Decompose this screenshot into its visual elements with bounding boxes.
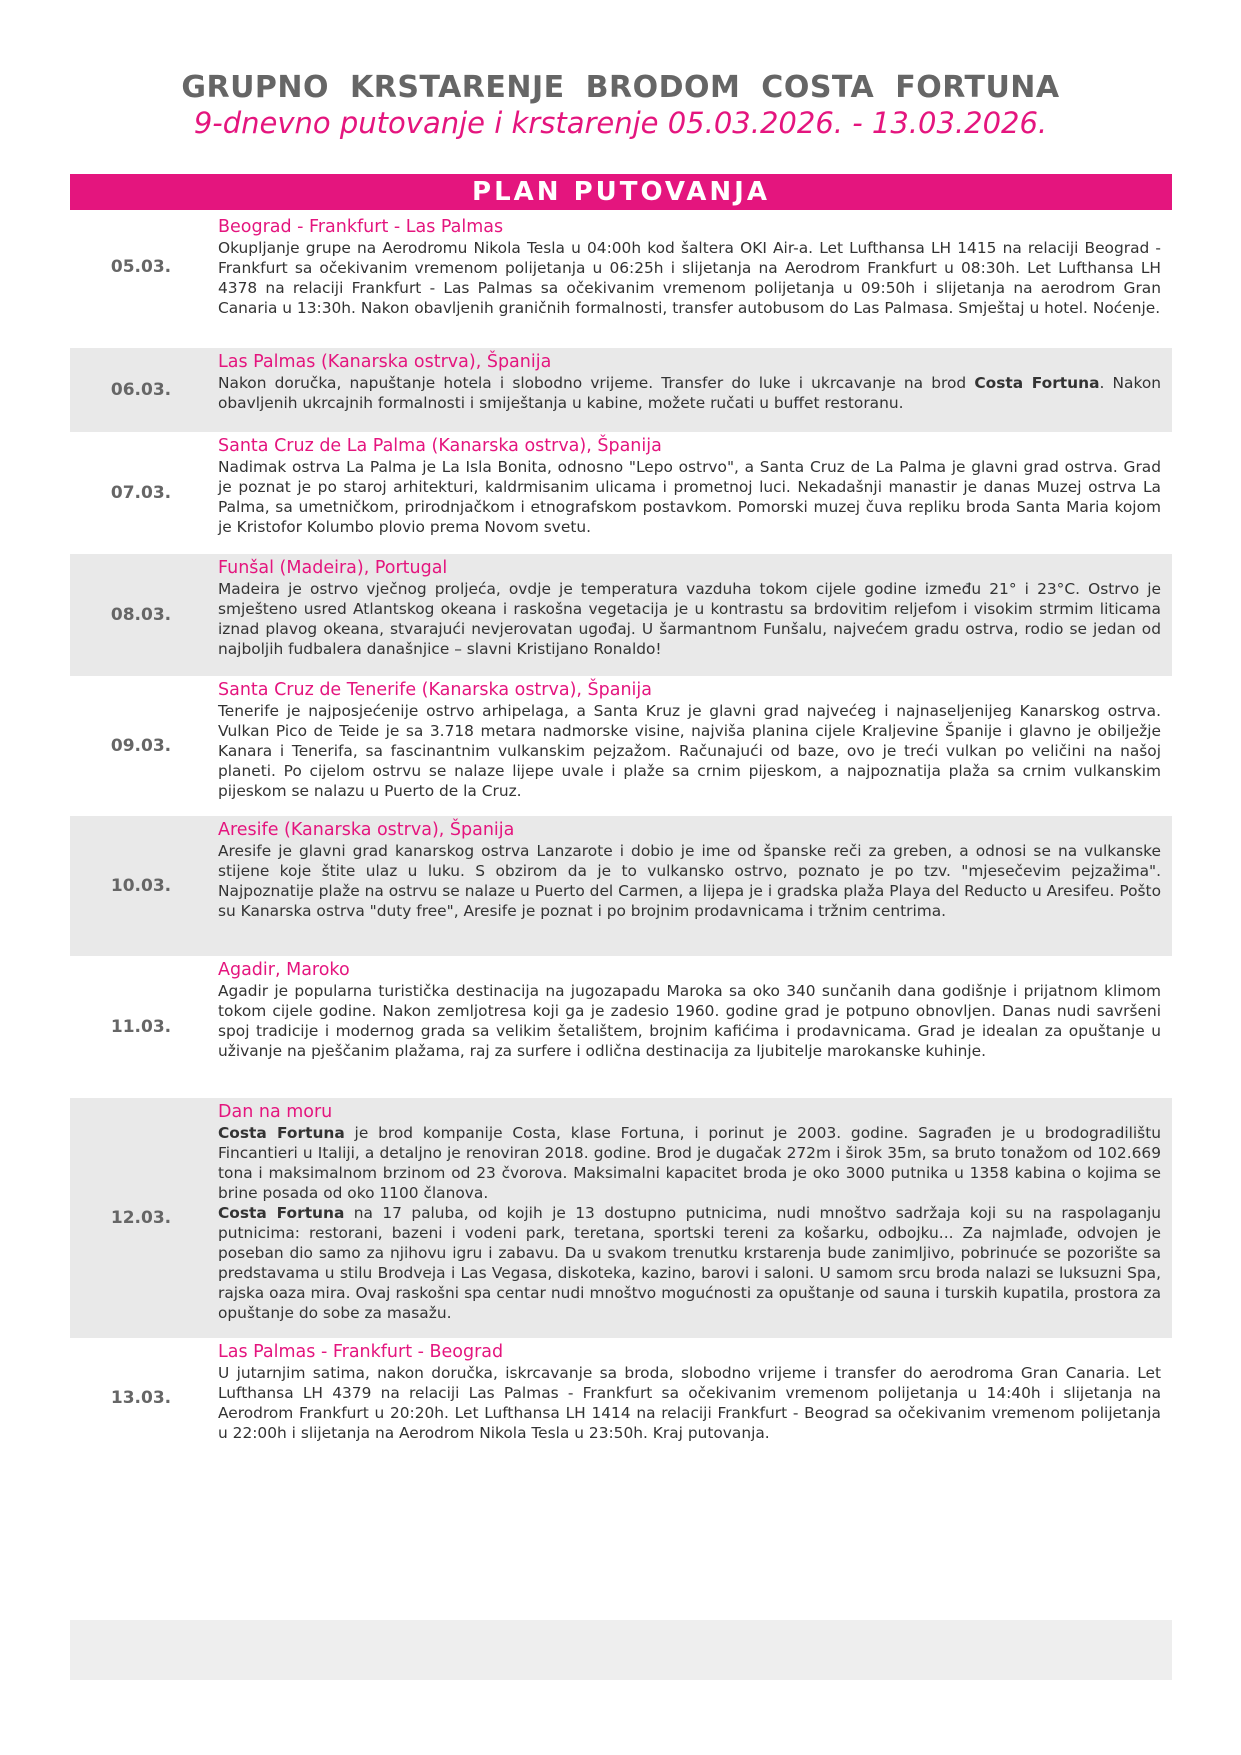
day-content	[218, 352, 1161, 413]
day-date: 09.03.	[110, 736, 172, 756]
day-description: Agadir je popularna turistička destinacija na jugozapadu Maroka sa oko 340 sunčanih dana godišnje i prijatnom klimom tokom cijele godine. Nakon zemljotresa koji ga je zadesio 1960. godine grad je potpuno obnovljen. Danas nudi savršeni spoj tradicije i modernog grada sa velikim šetalištem, brojnim kafićima i prodavnicama. Grad je idealan za opuštanje u uživanje na pješčanim plažama, raj za surfere i odlična destinacija za ljubitelje marokanske kuhinje.	[218, 982, 1161, 1060]
day-row	[70, 676, 1172, 816]
title-word: BRODOM	[585, 70, 741, 105]
day-heading: Las Palmas (Kanarska ostrva), Španija	[218, 352, 552, 372]
day-date: 07.03.	[110, 483, 172, 503]
day-content	[218, 436, 1161, 537]
day-description: Madeira je ostrvo vječnog proljeća, ovdje je temperatura vazduha tokom cijele godine između 21° i 23°C. Ostrvo je smješteno usred Atlantskog okeana i raskošna vegetacija je u kontrastu sa brdovitim reljefom i visokim strmim liticama iznad plavog okeana, stvarajući nevjerovatan ugođaj. U šarmantnom Funšalu, najvećem gradu ostrva, rodio se jedan od najboljih fudbalera današnjice – slavni Kristijano Ronaldo!	[218, 580, 1161, 658]
day-content	[218, 558, 1161, 659]
ship-name: Costa Fortuna	[218, 1124, 345, 1142]
day-row	[70, 348, 1172, 432]
title-word: FORTUNA	[895, 70, 1060, 105]
footer-box	[70, 1620, 1172, 1680]
day-description	[218, 373, 1161, 413]
title-word: GRUPNO	[181, 70, 330, 105]
day-row	[70, 1098, 1172, 1338]
text-part: na 17 paluba, od kojih je 13 dostupno putnicima, nudi mnoštvo sadržaja koji su na raspolaganju putnicima: restorani, bazeni i vodeni park, teretana, sportski tereni za košarku, odbojku... Za najmlađe, odvojen je poseban dio samo za njihovu igru i zabavu. Da u svakom trenutku krstarenja bude zanimljivo, pobrinuće se pozorište sa predstavama u stilu Brodveja i Las Vegasa, diskoteka, kazino, barovi i saloni. U samom srcu broda nalazi se luksuzni Spa, rajska oaza mira. Ovaj raskošni spa centar nudi mnoštvo mogućnosti za opuštanje od sauna i turskih kupatila, prostora za opuštanje do sobe za masažu.	[218, 1204, 1161, 1322]
page-subtitle: 9-dnevno putovanje i krstarenje 05.03.2026. - 13.03.2026.	[193, 106, 1048, 140]
day-description: U jutarnjim satima, nakon doručka, iskrcavanje sa broda, slobodno vrijeme i transfer do aerodroma Gran Canaria. Let Lufthansa LH 4379 na relaciji Las Palmas - Frankfurt sa očekivanim vremenom polijetanja u 14:40h i slijetanja na Aerodrom Frankfurt u 20:20h. Let Lufthansa LH 1414 na relaciji Frankfurt - Beograd sa očekivanim vremenom polijetanja u 22:00h i slijetanja na Aerodrom Nikola Tesla u 23:50h. Kraj putovanja.	[218, 1364, 1161, 1442]
day-heading: Agadir, Maroko	[218, 960, 350, 980]
text-part: . Nakon obavljenih ukrcajnih formalnosti i smiještanja u kabine, možete ručati u buffet restoranu.	[218, 374, 1162, 412]
title-word: COSTA	[761, 70, 875, 105]
title-word: KRSTARENJE	[349, 70, 565, 105]
day-content	[218, 1102, 1161, 1323]
ship-name: Costa Fortuna	[974, 374, 1100, 392]
day-row	[70, 213, 1172, 321]
day-description: Aresife je glavni grad kanarskog ostrva Lanzarote i dobio je ime od španske reči za greben, a odnosi se na vulkanske stijene koje štite ulaz u luku. S obzirom da je to vulkansko ostrvo, poznato je po tzv. "mjesečevim pejzažima". Najpoznatije plaže na ostrvu se nalaze u Puerto del Carmen, a lijepa je i gradska plaža Playa del Reducto u Aresifeu. Pošto su Kanarska ostrva "duty free", Aresife je poznat i po brojnim prodavnicama i tržnim centrima.	[218, 842, 1161, 920]
day-date: 05.03.	[110, 257, 172, 277]
day-heading: Aresife (Kanarska ostrva), Španija	[218, 820, 515, 840]
day-heading: Santa Cruz de Tenerife (Kanarska ostrva), Španija	[218, 680, 653, 700]
day-description: Tenerife je najposjećenije ostrvo arhipelaga, a Santa Kruz je glavni grad najvećeg i najnaseljenijeg Kanarskog ostrva. Vulkan Pico de Teide je sa 3.718 metara nadmorske visine, najviša planina cijele Kraljevine Španije i glavno je obilježje Kanara i Tenerifa, sa fascinantnim vulkanskim pejzažom. Računajući od baze, ovo je treći vulkan po veličini na našoj planeti. Po cijelom ostrvu se nalaze lijepe uvale i plaže sa crnim pijeskom, a najpoznatija plaža sa crnim vulkanskim pijeskom se nalazu u Puerto de la Cruz.	[218, 702, 1161, 800]
day-description: Nadimak ostrva La Palma je La Isla Bonita, odnosno "Lepo ostrvo", a Santa Cruz de La Palma je glavni grad ostrva. Grad je poznat je po staroj arhitekturi, kaldrmisanim ulicama i prometnoj luci. Nekadašnji manastir je danas Muzej ostrva La Palma, sa umetničkom, prirodnjačkom i etnografskom postavkom. Pomorski muzej čuva repliku broda Santa Maria kojom je Kristofor Kolumbo plovio prema Novom svetu.	[218, 458, 1161, 536]
day-heading: Las Palmas - Frankfurt - Beograd	[218, 1342, 504, 1362]
day-description	[218, 1203, 1161, 1323]
day-date: 13.03.	[110, 1388, 172, 1408]
day-date: 08.03.	[110, 605, 172, 625]
day-heading: Santa Cruz de La Palma (Kanarska ostrva), Španija	[218, 436, 662, 456]
day-row	[70, 554, 1172, 676]
day-row	[70, 956, 1172, 1098]
day-heading: Funšal (Madeira), Portugal	[218, 558, 448, 578]
text-part: Nakon doručka, napuštanje hotela i slobodno vrijeme. Transfer do luke i ukrcavanje na brod	[218, 374, 975, 392]
plan-banner: PLAN PUTOVANJA	[70, 174, 1172, 210]
page-title	[0, 70, 1241, 105]
day-content	[218, 960, 1161, 1061]
day-date: 11.03.	[110, 1017, 172, 1037]
ship-name: Costa Fortuna	[218, 1204, 345, 1222]
day-content	[218, 820, 1161, 921]
day-date: 10.03.	[110, 876, 172, 896]
day-heading: Beograd - Frankfurt - Las Palmas	[218, 217, 504, 237]
text-part: je brod kompanije Costa, klase Fortuna, i porinut je 2003. godine. Sagrađen je u brodogradilištu Fincantieri u Italiji, a detaljno je renoviran 2018. godine. Brod je dugačak 272m i širok 35m, sa bruto tonažom od 102.669 tona i maksimalnom brzinom od 23 čvorova. Maksimalni kapacitet broda je oko 3000 putnika u 1358 kabina o kojima se brine posada od oko 1100 članova.	[218, 1124, 1161, 1202]
day-content	[218, 1342, 1161, 1443]
day-heading: Dan na moru	[218, 1102, 333, 1122]
day-description	[218, 1123, 1161, 1203]
day-row	[70, 432, 1172, 554]
day-row	[70, 816, 1172, 956]
day-row	[70, 1338, 1172, 1458]
day-date: 06.03.	[110, 380, 172, 400]
day-description: Okupljanje grupe na Aerodromu Nikola Tesla u 04:00h kod šaltera OKI Air-a. Let Lufthansa LH 1415 na relaciji Beograd - Frankfurt sa očekivanim vremenom polijetanja u 06:25h i slijetanja na Aerodrom Frankfurt u 08:30h. Let Lufthansa LH 4378 na relaciji Frankfurt - Las Palmas sa očekivanim vremenom polijetanja u 09:50h i slijetanja na aerodrom Gran Canaria u 13:30h. Nakon obavljenih graničnih formalnosti, transfer autobusom do Las Palmasa. Smještaj u hotel. Noćenje.	[218, 239, 1161, 317]
day-date: 12.03.	[110, 1208, 172, 1228]
day-content	[218, 217, 1161, 318]
day-content	[218, 680, 1161, 801]
